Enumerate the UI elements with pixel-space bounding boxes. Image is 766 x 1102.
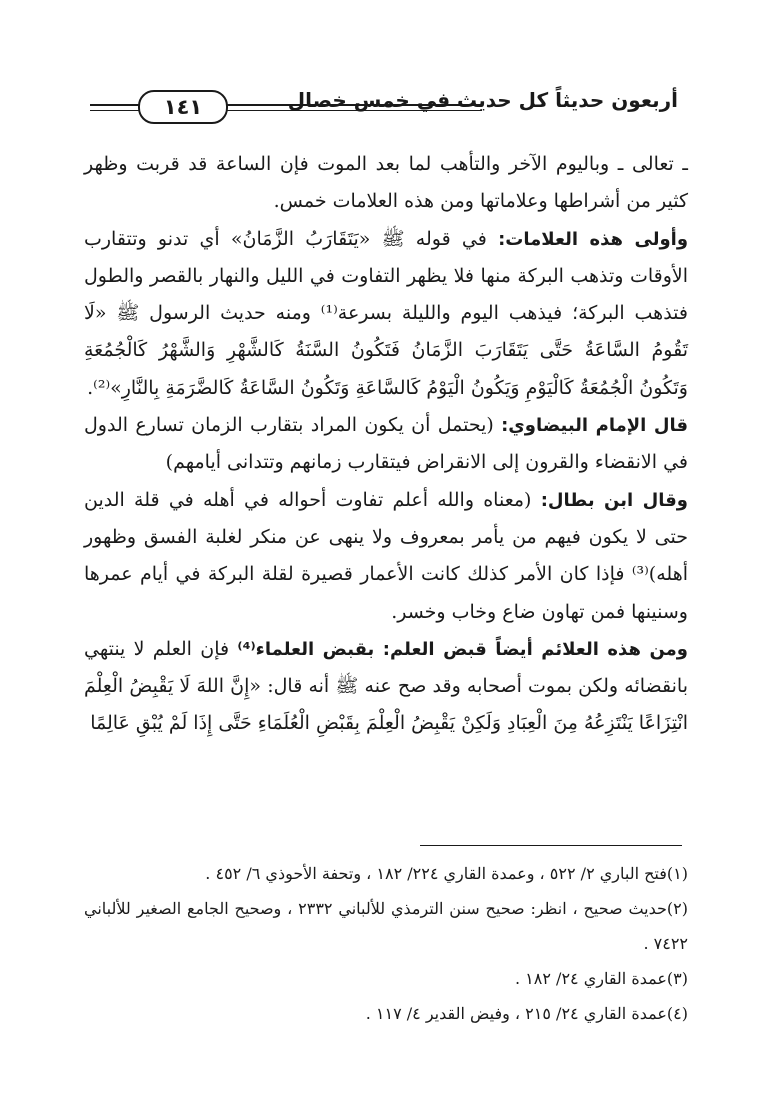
paragraph (84, 482, 688, 631)
page-number-badge: ١٤١ (138, 90, 228, 124)
paragraph-lead: قال الإمام البيضاوي: (501, 415, 688, 437)
paragraph (84, 221, 688, 407)
paragraph (84, 146, 688, 221)
paragraph (84, 631, 688, 743)
footnotes (84, 856, 688, 1031)
footnote-text: (١)فتح الباري ٢/ ٥٢٢ ، وعمدة القاري ٢٢٤/ ١٨٢ ، وتحفة الأحوذي ٦/ ٤٥٢ . (205, 864, 688, 883)
main-text (84, 146, 688, 743)
footnote (84, 891, 688, 961)
paragraph-text: فإن العلم لا ينتهي بانقضائه ولكن بموت أصحابه وقد صح عنه ﷺ أنه قال: «إِنَّ اللهَ لَا يَقْبِضُ الْعِلْمَ انْتِزَاعًا يَنْتَزِعُهُ مِنَ الْعِبَادِ وَلَكِنْ يَقْبِضُ الْعِلْمَ بِقَبْضِ الْعُلَمَاءِ حَتَّى إِذَا لَمْ يُبْقِ عَالِمًا (84, 637, 688, 735)
book-title: أربعون حديثاً كل حديث في خمس خصال (287, 88, 678, 112)
footnote (84, 996, 688, 1031)
paragraph (84, 407, 688, 482)
footnote-text: (٤)عمدة القاري ٢٤/ ٢١٥ ، وفيض القدير ٤/ ١١٧ . (365, 1004, 688, 1023)
paragraph-text: في قوله ﷺ «يَتَقَارَبُ الزَّمَانُ» أي تدنو وتتقارب الأوقات وتذهب البركة منها فلا يظهر التفاوت في الليل والنهار بالقصر والطول فتذهب البركة؛ فيذهب اليوم والليلة بسرعة⁽¹⁾ ومنه حديث الرسول ﷺ «لَا تَقُومُ السَّاعَةُ حَتَّى يَتَقَارَبَ الزَّمَانُ فَتَكُونُ السَّنَةُ كَالشَّهْرِ وَالشَّهْرُ كَالْجُمُعَةِ وَتَكُونُ الْجُمُعَةُ كَالْيَوْمِ وَيَكُونُ الْيَوْمُ كَالسَّاعَةِ وَتَكُونُ السَّاعَةُ كَالضَّرَمَةِ بِالنَّارِ»⁽²⁾. (84, 227, 688, 399)
paragraph-text: ـ تعالى ـ وباليوم الآخر والتأهب لما بعد الموت فإن الساعة قد قربت وظهر كثير من أشراطها وعلاماتها ومن هذه العلامات خمس. (84, 153, 688, 213)
paragraph-text: (يحتمل أن يكون المراد بتقارب الزمان تسارع الدول في الانقضاء والقرون إلى الانقراض فيتقارب زمانهم وتتدانى أيامهم) (84, 414, 688, 474)
footnote-text: (٣)عمدة القاري ٢٤/ ١٨٢ . (515, 969, 688, 988)
footnote-text: (٢)حديث صحيح ، انظر: صحيح سنن الترمذي للألباني ٢٣٣٢ ، وصحيح الجامع الصغير للألباني ٧٤٢٢ . (84, 899, 688, 953)
footnote (84, 856, 688, 891)
paragraph-lead: وأولى هذه العلامات: (498, 228, 689, 250)
running-header (90, 84, 678, 126)
footnote (84, 961, 688, 996)
paragraph-lead: ومن هذه العلائم أيضاً قبض العلم: بقبض العلماء⁽⁴⁾ (237, 638, 688, 660)
paragraph-lead: وقال ابن بطال: (540, 489, 688, 511)
paragraph-text: (معناه والله أعلم تفاوت أحواله في أهله في قلة الدين حتى لا يكون فيهم من يأمر بمعروف ولا ينهى عن منكر لغلبة الفسق وظهور أهله)⁽³⁾ فإذا كان الأمر كذلك كانت الأعمار قصيرة لقلة البركة في أيام عمرها وسنينها فمن تهاون ضاع وخاب وخسر. (84, 488, 688, 623)
footnote-divider (420, 845, 682, 846)
